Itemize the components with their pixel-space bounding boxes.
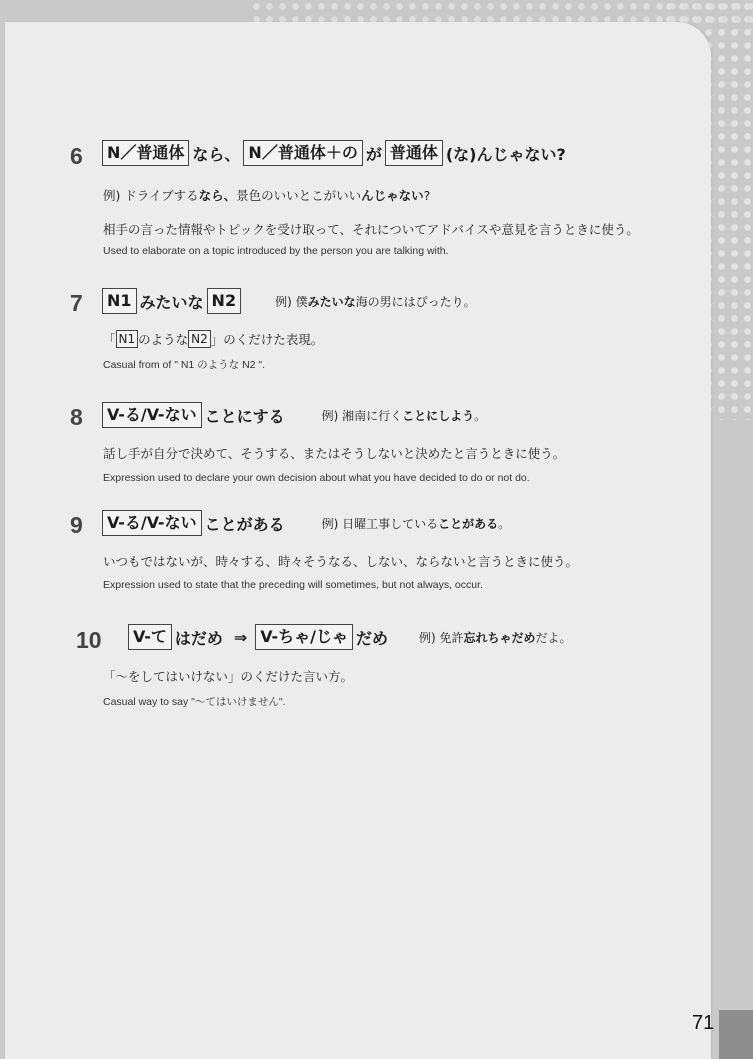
page-edge-strip xyxy=(719,1010,753,1059)
example-prefix: 例) 湘南に行く xyxy=(321,408,403,423)
example-sentence xyxy=(275,293,476,310)
example-prefix: 例) 免許 xyxy=(419,630,464,645)
pattern-box: V-ちゃ/じゃ xyxy=(255,624,353,650)
example-sentence xyxy=(322,515,511,532)
example-sentence xyxy=(322,407,487,424)
pattern-box: N1 xyxy=(102,288,137,314)
explanation-text: 「 xyxy=(103,332,116,347)
pattern-box: V-て xyxy=(128,624,172,650)
arrow-icon: ⇒ xyxy=(233,627,248,647)
example-sentence xyxy=(103,186,430,204)
explanation-ja: いつもではないが、時々する、時々そうなる、しない、ならないと言うときに使う。 xyxy=(103,554,579,569)
explanation-en: Expression used to declare your own decision about what you have decided to do or not do. xyxy=(103,472,530,484)
pattern-box: V-る/V-ない xyxy=(102,402,202,428)
explanation-ja: 相手の言った情報やトピックを受け取って、それについてアドバイスや意見を言うときに使う。 xyxy=(103,222,639,237)
example-sentence xyxy=(419,629,572,646)
page-number: 71 xyxy=(692,1012,715,1034)
grammar-pattern xyxy=(102,288,476,314)
pattern-text: が xyxy=(365,144,382,164)
pattern-text: (な)んじゃない? xyxy=(445,144,566,164)
pattern-text: だめ xyxy=(356,628,389,648)
pattern-box: N2 xyxy=(207,288,242,314)
example-text: 。 xyxy=(474,408,487,423)
example-bold: ことがある xyxy=(438,516,499,531)
section-number: 10 xyxy=(76,627,102,653)
pattern-box: N1 xyxy=(116,330,139,348)
grammar-pattern xyxy=(102,140,569,166)
pattern-text: はだめ xyxy=(174,628,223,648)
pattern-box: N／普通体＋の xyxy=(243,140,362,166)
section-number: 7 xyxy=(70,290,83,316)
example-bold: ことにしよう xyxy=(402,408,475,423)
pattern-text: ことがある xyxy=(204,514,285,534)
grammar-pattern xyxy=(102,402,486,428)
grammar-pattern xyxy=(128,624,572,650)
example-prefix: 例) 日曜工事している xyxy=(321,516,439,531)
explanation-en: Expression used to state that the preceding will sometimes, but not always, occur. xyxy=(103,579,483,591)
example-text: だよ。 xyxy=(535,630,572,645)
example-bold: なら、 xyxy=(198,188,237,203)
pattern-text: ことにする xyxy=(204,406,285,426)
example-bold: 忘れちゃだめ xyxy=(463,630,536,645)
example-prefix: 例) ドライブする xyxy=(103,188,199,203)
page-sheet xyxy=(5,22,711,1059)
grammar-pattern xyxy=(102,510,510,536)
pattern-box: V-る/V-ない xyxy=(102,510,202,536)
pattern-box: N／普通体 xyxy=(102,140,189,166)
example-text: ? xyxy=(423,188,431,203)
section-number: 8 xyxy=(70,404,83,430)
explanation-ja: 話し手が自分で決めて、そうする、またはそうしないと決めたと言うときに使う。 xyxy=(103,446,566,461)
explanation-en: Casual way to say "〜てはいけません". xyxy=(103,696,286,708)
pattern-box: 普通体 xyxy=(385,140,443,166)
explanation-ja xyxy=(103,330,323,348)
explanation-text: のような xyxy=(138,332,189,347)
explanation-en: Used to elaborate on a topic introduced by the person you are talking with. xyxy=(103,245,449,257)
example-text: 景色のいいとこがいい xyxy=(236,188,362,203)
section-number: 6 xyxy=(70,143,83,169)
pattern-text: なら、 xyxy=(192,144,241,164)
example-text: 。 xyxy=(498,516,511,531)
example-text: 海の男にはぴったり。 xyxy=(355,294,476,309)
example-bold: んじゃない xyxy=(361,188,424,203)
example-bold: みたいな xyxy=(307,294,356,309)
explanation-en: Casual from of " N1 のような N2 ". xyxy=(103,359,266,371)
pattern-box: N2 xyxy=(188,330,211,348)
section-number: 9 xyxy=(70,512,83,538)
explanation-ja: 「〜をしてはいけない」のくだけた言い方。 xyxy=(103,669,354,684)
explanation-text: 」のくだけた表現。 xyxy=(210,332,324,347)
example-prefix: 例) 僕 xyxy=(275,294,308,309)
pattern-text: みたいな xyxy=(139,292,204,312)
